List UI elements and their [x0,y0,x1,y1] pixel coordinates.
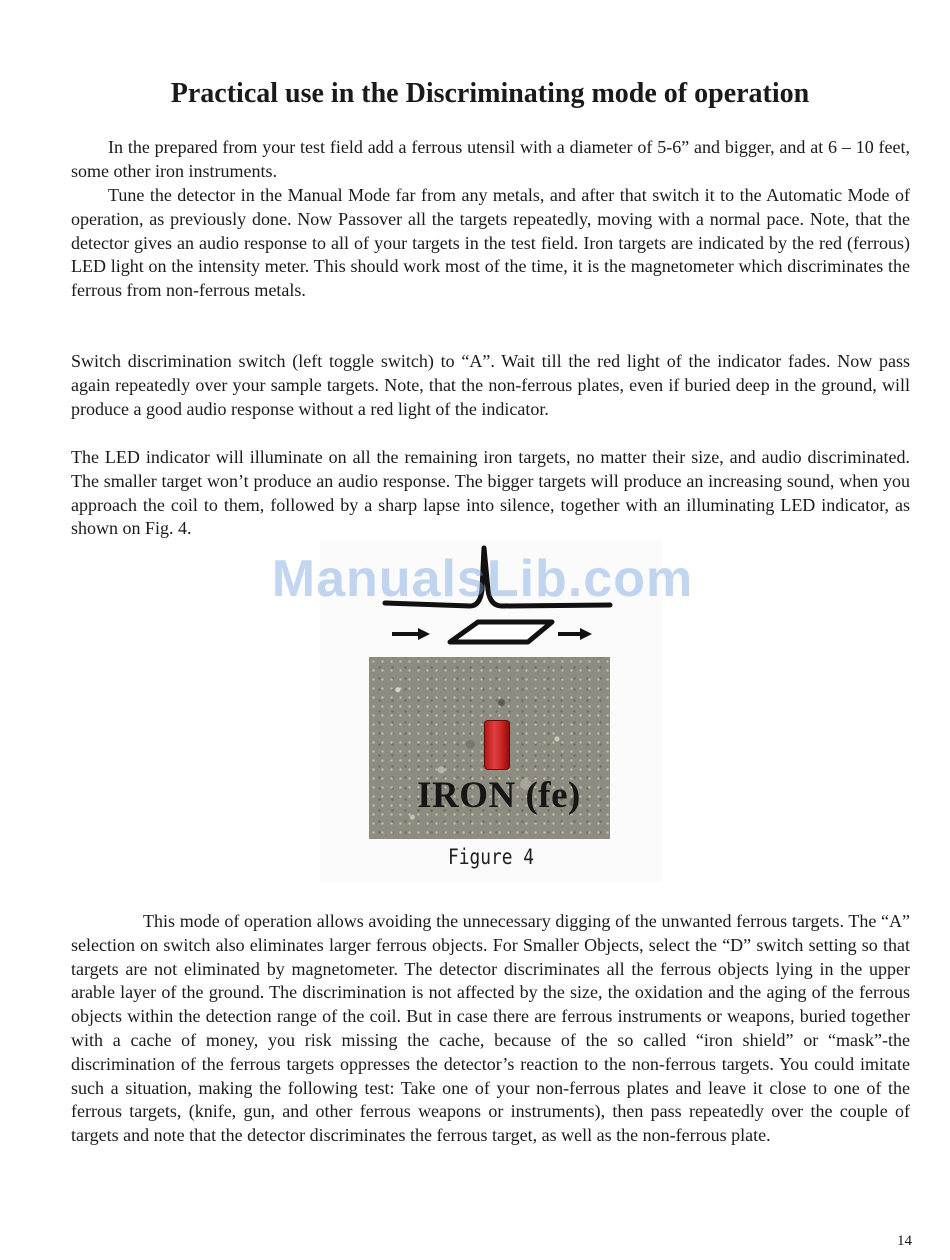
search-coil-icon [450,622,552,642]
figure-caption: Figure 4 [448,845,534,869]
paragraph: The LED indicator will illuminate on all the remaining iron targets, no matter their size, and audio discriminated. The smaller target won’t produce an audio response. The bigger targets will produce an increasing sound, when you approach the coil to them, followed by a sharp lapse into silence, together with an illuminating LED indicator, as shown on Fig. 4. [71,447,910,539]
page-title: Practical use in the Discriminating mode of operation [170,78,810,109]
watermark: ManualsLib.com [271,550,694,608]
paragraph: In the prepared from your test field add a ferrous utensil with a diameter of 5-6” and bigger, and at 6 – 10 feet, some other iron instruments. [71,137,910,181]
paragraph: Switch discrimination switch (left toggle switch) to “A”. Wait till the red light of the indicator fades. Now pass again repeatedly over your sample targets. Note, that the non-ferrous plates, even if buried deep in the ground, will produce a good audio response without a red light of the indicator. [71,351,910,419]
paragraph: Tune the detector in the Manual Mode far from any metals, and after that switch it to the Automatic Mode of operation, as previously done. Now Passover all the targets repeatedly, moving with a normal pace. Note, that the detector gives an audio response to all of your targets in the test field. Iron targets are indicated by the red (ferrous) LED light on the intensity meter. This should work most of the time, it is the magnetometer which discriminates the ferrous from non-ferrous metals. [71,185,910,301]
iron-indicator-label: IRON (fe) [417,775,581,816]
arrow-right-icon [580,628,592,640]
arrow-right-icon [418,628,430,640]
paragraph: This mode of operation allows avoiding the unnecessary digging of the unwanted ferrous targets. The “A” selection on switch also eliminates larger ferrous objects. For Smaller Objects, select the “D” switch setting so that targets are not eliminated by magnetometer. The detector discriminates all the ferrous objects lying in the upper arable layer of the ground. The discrimination is not affected by the size, the oxidation and the aging of the ferrous objects within the detection range of the coil. But in case there are ferrous instruments or weapons, buried together with a cache of money, you risk missing the cache, because of the so called “iron shield” or “mask”-the discrimination of the ferrous targets oppresses the detector’s reaction to the non-ferrous targets. You could imitate such a situation, making the following test: Take one of your non-ferrous plates and leave it close to one of the ferrous targets, (knife, gun, and other ferrous weapons or instruments), then pass repeatedly over the couple of targets and note that the detector discriminates the ferrous target, as well as the non-ferrous plate. [71,911,910,1146]
page-number: 14 [897,1233,912,1249]
red-led-icon [484,720,510,770]
indicator-panel [369,657,610,839]
